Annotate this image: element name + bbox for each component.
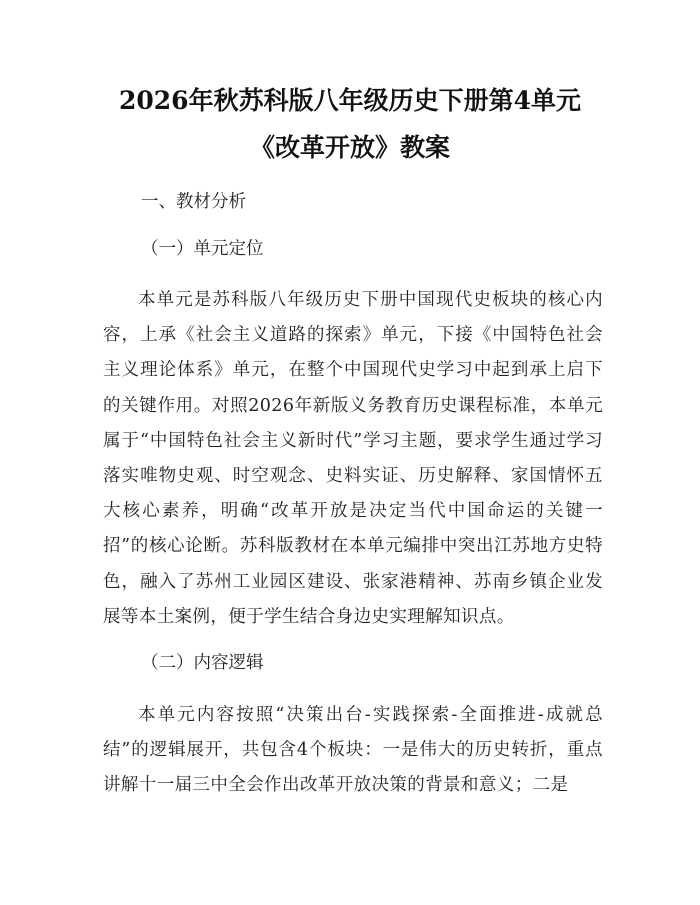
section-heading-textbook-analysis: 一、教材分析: [141, 192, 246, 212]
paragraph-unit-positioning: 本单元是苏科版八年级历史下册中国现代史板块的核心内容，上承《社会主义道路的探索》单元，下接《中国特色社会主义理论体系》单元，在整个中国现代史学习中起到承上启下的关键作用。对照2026年新版义务教育历史课程标准，本单元属于“中国特色社会主义新时代”学习主题，要求学生通过学习落实唯物史观、时空观念、史料实证、历史解释、家国情怀五大核心素养，明确“改革开放是决定当代中国命运的关键一招”的核心论断。苏科版教材在本单元编排中突出江苏地方史特色，融入了苏州工业园区建设、张家港精神、苏南乡镇企业发展等本土案例，便于学生结合身边史实理解知识点。: [103, 290, 603, 627]
subsection-heading-content-logic: （二）内容逻辑: [141, 653, 264, 673]
subsection-heading-unit-positioning: （一）单元定位: [141, 239, 264, 259]
document-title-line-2: 《改革开放》教案: [249, 133, 450, 162]
document-title-line-1: 2026年秋苏科版八年级历史下册第4单元: [119, 86, 581, 115]
paragraph-content-logic: 本单元内容按照“决策出台-实践探索-全面推进-成就总结”的逻辑展开，共包含4个板块：一是伟大的历史转折，重点讲解十一届三中全会作出改革开放决策的背景和意义；二是: [103, 705, 603, 796]
